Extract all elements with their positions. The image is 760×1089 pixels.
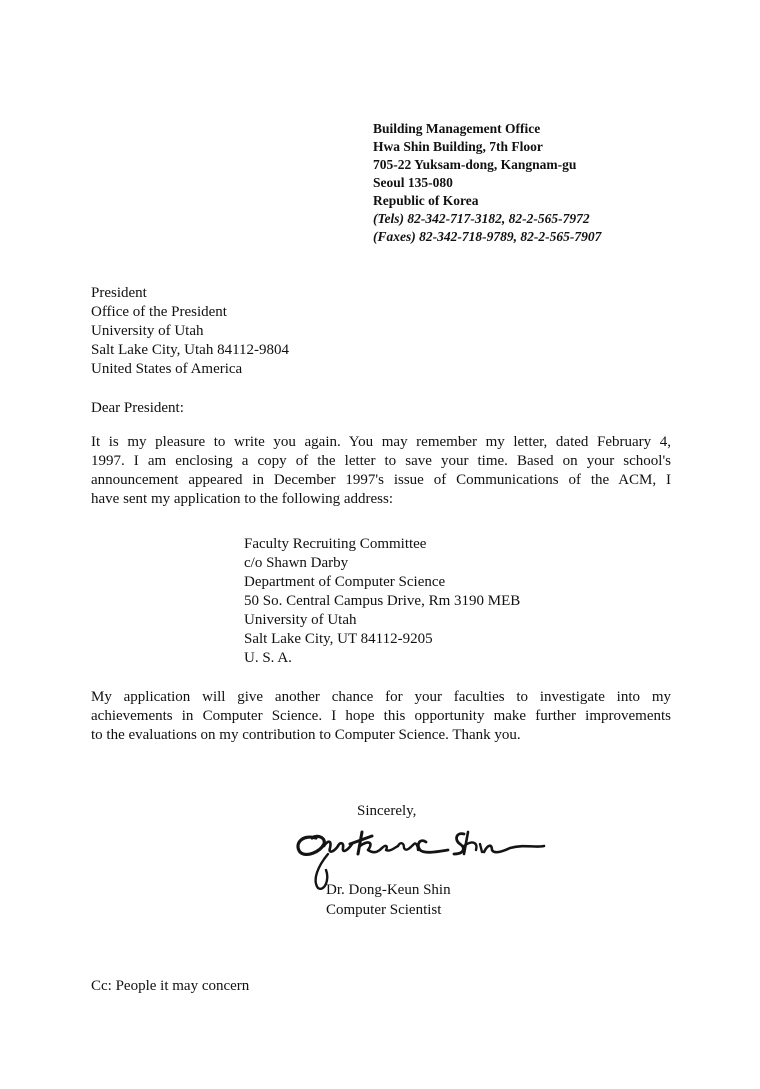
recipient-line: Office of the President — [91, 304, 227, 320]
committee-line: Salt Lake City, UT 84112-9205 — [244, 631, 433, 647]
signer-title: Computer Scientist — [326, 902, 442, 918]
paragraph-line: 1997. I am enclosing a copy of the letter to save your time. Based on your school's — [91, 453, 671, 469]
cc-line: Cc: People it may concern — [91, 978, 250, 994]
committee-line: Faculty Recruiting Committee — [244, 536, 427, 552]
recipient-line: University of Utah — [91, 323, 204, 339]
signer-block — [326, 880, 451, 920]
body-paragraph-2 — [91, 688, 671, 745]
recipient-address — [91, 284, 289, 379]
committee-line: 50 So. Central Campus Drive, Rm 3190 MEB — [244, 593, 521, 609]
paragraph-line: achievements in Computer Science. I hope this opportunity make further improvements — [91, 708, 671, 724]
paragraph-line: to the evaluations on my contribution to Computer Science. Thank you. — [91, 727, 521, 743]
sender-tels: (Tels) 82-342-717-3182, 82-2-565-7972 — [373, 211, 590, 226]
sender-address — [373, 120, 601, 246]
paragraph-line: announcement appeared in December 1997's issue of Communications of the ACM, I — [91, 472, 671, 488]
sender-office: Building Management Office — [373, 121, 541, 136]
paragraph-line: have sent my application to the following address: — [91, 491, 394, 507]
committee-line: University of Utah — [244, 612, 357, 628]
committee-line: U. S. A. — [244, 650, 292, 666]
recipient-line: Salt Lake City, Utah 84112-9804 — [91, 342, 290, 358]
closing: Sincerely, — [357, 803, 417, 819]
sender-country: Republic of Korea — [373, 193, 479, 208]
paragraph-line: My application will give another chance for your faculties to investigate into my — [91, 689, 671, 705]
recipient-line: United States of America — [91, 361, 243, 377]
sender-faxes: (Faxes) 82-342-718-9789, 82-2-565-7907 — [373, 229, 602, 244]
body-paragraph-1 — [91, 433, 671, 509]
signer-name: Dr. Dong-Keun Shin — [326, 882, 451, 898]
paragraph-line: It is my pleasure to write you again. You may remember my letter, dated February 4, — [91, 434, 671, 450]
committee-line: Department of Computer Science — [244, 574, 446, 590]
sender-street: 705-22 Yuksam-dong, Kangnam-gu — [373, 157, 577, 172]
sender-city: Seoul 135-080 — [373, 175, 453, 190]
recipient-line: President — [91, 285, 147, 301]
sender-building: Hwa Shin Building, 7th Floor — [373, 139, 543, 154]
committee-address — [244, 535, 520, 668]
committee-line: c/o Shawn Darby — [244, 555, 349, 571]
salutation: Dear President: — [91, 400, 184, 416]
